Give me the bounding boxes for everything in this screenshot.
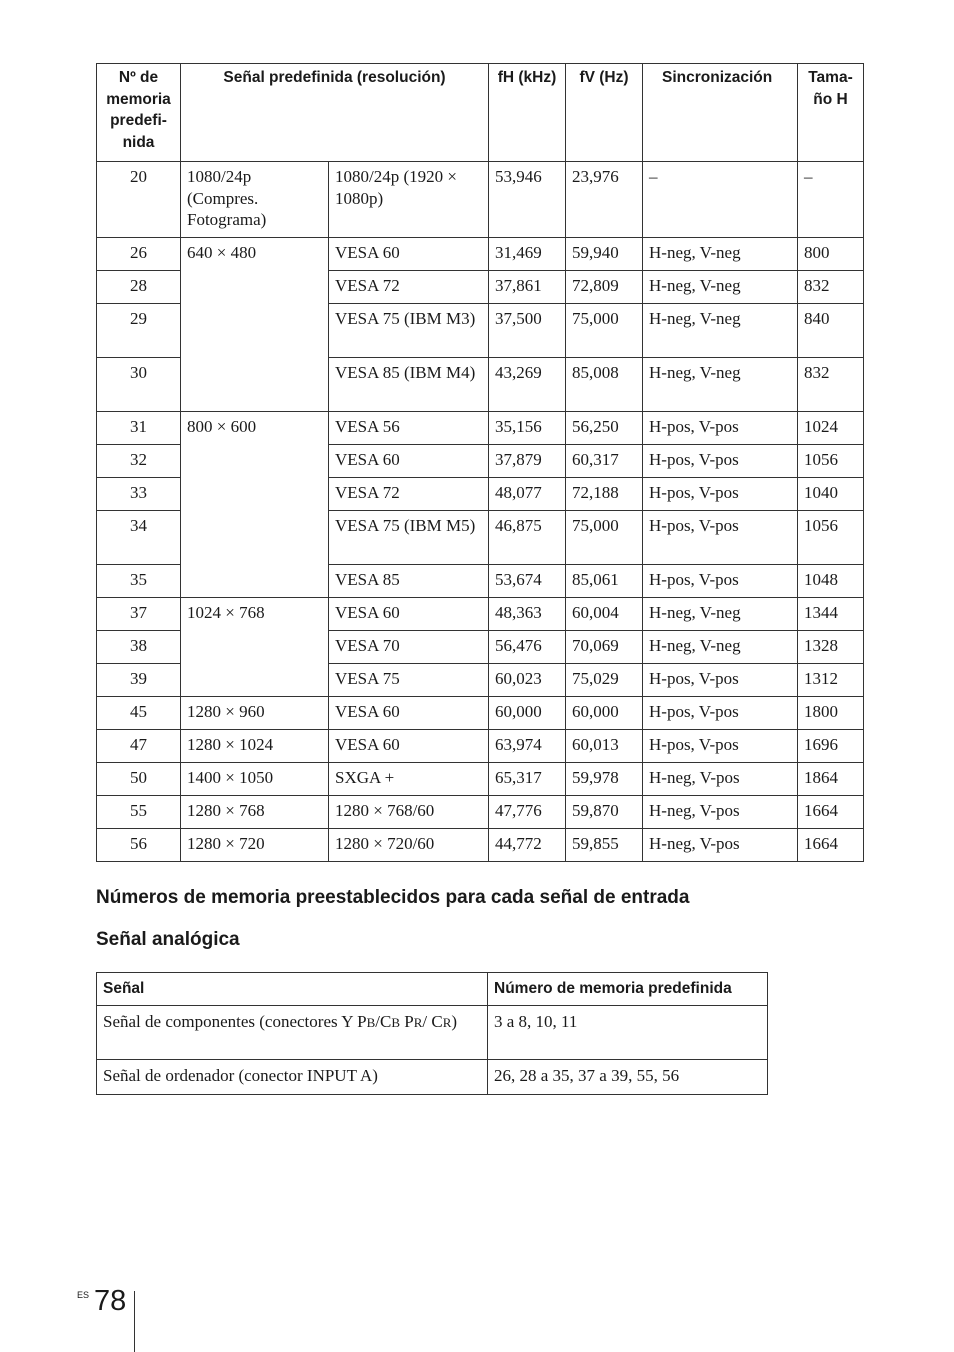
header-preset-signal: Señal predefinida (resolución) (181, 64, 489, 162)
signal-name: VESA 60 (329, 697, 489, 730)
fh-value: 35,156 (489, 412, 566, 445)
sync-value: H-pos, V-pos (643, 478, 798, 511)
sync-value: H-pos, V-pos (643, 511, 798, 565)
preset-number: 45 (97, 697, 181, 730)
preset-number: 29 (97, 304, 181, 358)
h-size-value: 832 (798, 358, 864, 412)
fv-value: 60,013 (566, 730, 643, 763)
signal-name: VESA 75 (329, 664, 489, 697)
fv-value: 85,061 (566, 565, 643, 598)
preset-number: 30 (97, 358, 181, 412)
fv-value: 56,250 (566, 412, 643, 445)
signal-name: VESA 60 (329, 445, 489, 478)
table-row (97, 1060, 768, 1095)
h-size-value: 1056 (798, 445, 864, 478)
sync-value: H-neg, V-neg (643, 598, 798, 631)
preset-number: 50 (97, 763, 181, 796)
signal-name: VESA 85 (329, 565, 489, 598)
fv-value: 85,008 (566, 358, 643, 412)
fh-value: 56,476 (489, 631, 566, 664)
h-size-value: 1664 (798, 829, 864, 862)
sync-value: H-neg, V-neg (643, 304, 798, 358)
fh-value: 43,269 (489, 358, 566, 412)
preset-number: 26 (97, 238, 181, 271)
fv-value: 59,978 (566, 763, 643, 796)
table-row (97, 162, 864, 238)
sync-value: H-neg, V-neg (643, 358, 798, 412)
signal-name: VESA 60 (329, 730, 489, 763)
sync-value: – (643, 162, 798, 238)
resolution-group: 1080/24p (Compres. Fotograma) (181, 162, 329, 238)
preset-number: 20 (97, 162, 181, 238)
resolution-group: 1280 × 1024 (181, 730, 329, 763)
preset-number: 31 (97, 412, 181, 445)
h-size-value: – (798, 162, 864, 238)
signal-description: Señal de ordenador (conector INPUT A) (97, 1060, 488, 1095)
memory-numbers: 3 a 8, 10, 11 (488, 1006, 768, 1060)
h-size-value: 1344 (798, 598, 864, 631)
signal-name: VESA 60 (329, 598, 489, 631)
sync-value: H-neg, V-neg (643, 631, 798, 664)
preset-number: 47 (97, 730, 181, 763)
subsection-title: Señal analógica (96, 929, 240, 950)
page-rule-divider (134, 1291, 135, 1352)
fh-value: 53,946 (489, 162, 566, 238)
fv-value: 60,004 (566, 598, 643, 631)
resolution-group: 1280 × 960 (181, 697, 329, 730)
fh-value: 44,772 (489, 829, 566, 862)
preset-number: 33 (97, 478, 181, 511)
fv-value: 75,000 (566, 511, 643, 565)
table-row (97, 1006, 768, 1060)
resolution-group: 1280 × 768 (181, 796, 329, 829)
preset-signal-table (96, 63, 864, 862)
h-size-value: 1664 (798, 796, 864, 829)
fv-value: 59,855 (566, 829, 643, 862)
table-row (97, 598, 864, 631)
signal-name: VESA 85 (IBM M4) (329, 358, 489, 412)
sync-value: H-neg, V-neg (643, 238, 798, 271)
fh-value: 37,879 (489, 445, 566, 478)
signal-name: VESA 70 (329, 631, 489, 664)
fv-value: 75,029 (566, 664, 643, 697)
sync-value: H-pos, V-pos (643, 697, 798, 730)
signal-description: Señal de componentes (conectores Y PB/CB PR/ CR) (97, 1006, 488, 1060)
sync-value: H-neg, V-pos (643, 829, 798, 862)
header-preset-number: Nº de memoria predefi-nida (97, 64, 181, 162)
preset-number: 35 (97, 565, 181, 598)
fh-value: 48,077 (489, 478, 566, 511)
sync-value: H-neg, V-pos (643, 763, 798, 796)
fh-value: 46,875 (489, 511, 566, 565)
h-size-value: 832 (798, 271, 864, 304)
sync-value: H-neg, V-pos (643, 796, 798, 829)
h-size-value: 1864 (798, 763, 864, 796)
input-signal-table (96, 972, 768, 1095)
h-size-value: 1048 (798, 565, 864, 598)
h-size-value: 1328 (798, 631, 864, 664)
fh-value: 47,776 (489, 796, 566, 829)
memory-numbers: 26, 28 a 35, 37 a 39, 55, 56 (488, 1060, 768, 1095)
fh-value: 48,363 (489, 598, 566, 631)
h-size-value: 1696 (798, 730, 864, 763)
table-header-row (97, 64, 864, 162)
signal-name: VESA 75 (IBM M3) (329, 304, 489, 358)
resolution-group: 1280 × 720 (181, 829, 329, 862)
h-size-value: 1056 (798, 511, 864, 565)
table-row (97, 763, 864, 796)
signal-name: VESA 56 (329, 412, 489, 445)
fv-value: 75,000 (566, 304, 643, 358)
fv-value: 70,069 (566, 631, 643, 664)
header-signal: Señal (97, 973, 488, 1006)
sync-value: H-pos, V-pos (643, 730, 798, 763)
fh-value: 65,317 (489, 763, 566, 796)
preset-number: 56 (97, 829, 181, 862)
sync-value: H-neg, V-neg (643, 271, 798, 304)
header-memory-number: Número de memoria predefinida (488, 973, 768, 1006)
table-row (97, 796, 864, 829)
fv-value: 72,188 (566, 478, 643, 511)
resolution-group: 1400 × 1050 (181, 763, 329, 796)
header-h-size: Tama-ño H (798, 64, 864, 162)
signal-name: VESA 75 (IBM M5) (329, 511, 489, 565)
fv-value: 59,870 (566, 796, 643, 829)
fv-value: 72,809 (566, 271, 643, 304)
h-size-value: 1312 (798, 664, 864, 697)
sync-value: H-pos, V-pos (643, 664, 798, 697)
h-size-value: 1040 (798, 478, 864, 511)
h-size-value: 1024 (798, 412, 864, 445)
signal-name: SXGA + (329, 763, 489, 796)
fv-value: 60,000 (566, 697, 643, 730)
fv-value: 59,940 (566, 238, 643, 271)
fv-value: 60,317 (566, 445, 643, 478)
header-fv: fV (Hz) (566, 64, 643, 162)
section-title: Números de memoria preestablecidos para cada señal de entrada (96, 887, 690, 908)
resolution-group: 1024 × 768 (181, 598, 329, 697)
table-row (97, 238, 864, 271)
page-number: 78 (94, 1285, 127, 1317)
language-code: ES (77, 1290, 90, 1300)
header-fh: fH (kHz) (489, 64, 566, 162)
table-row (97, 730, 864, 763)
signal-name: 1280 × 720/60 (329, 829, 489, 862)
fh-value: 60,023 (489, 664, 566, 697)
table-row (97, 412, 864, 445)
header-sync: Sincronización (643, 64, 798, 162)
preset-number: 34 (97, 511, 181, 565)
sync-value: H-pos, V-pos (643, 445, 798, 478)
preset-number: 28 (97, 271, 181, 304)
preset-number: 38 (97, 631, 181, 664)
sync-value: H-pos, V-pos (643, 412, 798, 445)
fh-value: 37,861 (489, 271, 566, 304)
sync-value: H-pos, V-pos (643, 565, 798, 598)
fh-value: 37,500 (489, 304, 566, 358)
table-row (97, 697, 864, 730)
fh-value: 60,000 (489, 697, 566, 730)
fv-value: 23,976 (566, 162, 643, 238)
preset-number: 32 (97, 445, 181, 478)
table-row (97, 829, 864, 862)
fh-value: 53,674 (489, 565, 566, 598)
fh-value: 63,974 (489, 730, 566, 763)
signal-name: VESA 72 (329, 271, 489, 304)
resolution-group: 640 × 480 (181, 238, 329, 412)
signal-name: VESA 60 (329, 238, 489, 271)
signal-name: 1080/24p (1920 × 1080p) (329, 162, 489, 238)
h-size-value: 1800 (798, 697, 864, 730)
signal-name: 1280 × 768/60 (329, 796, 489, 829)
preset-number: 37 (97, 598, 181, 631)
preset-number: 39 (97, 664, 181, 697)
signal-name: VESA 72 (329, 478, 489, 511)
fh-value: 31,469 (489, 238, 566, 271)
preset-number: 55 (97, 796, 181, 829)
h-size-value: 840 (798, 304, 864, 358)
table-header-row (97, 973, 768, 1006)
resolution-group: 800 × 600 (181, 412, 329, 598)
h-size-value: 800 (798, 238, 864, 271)
